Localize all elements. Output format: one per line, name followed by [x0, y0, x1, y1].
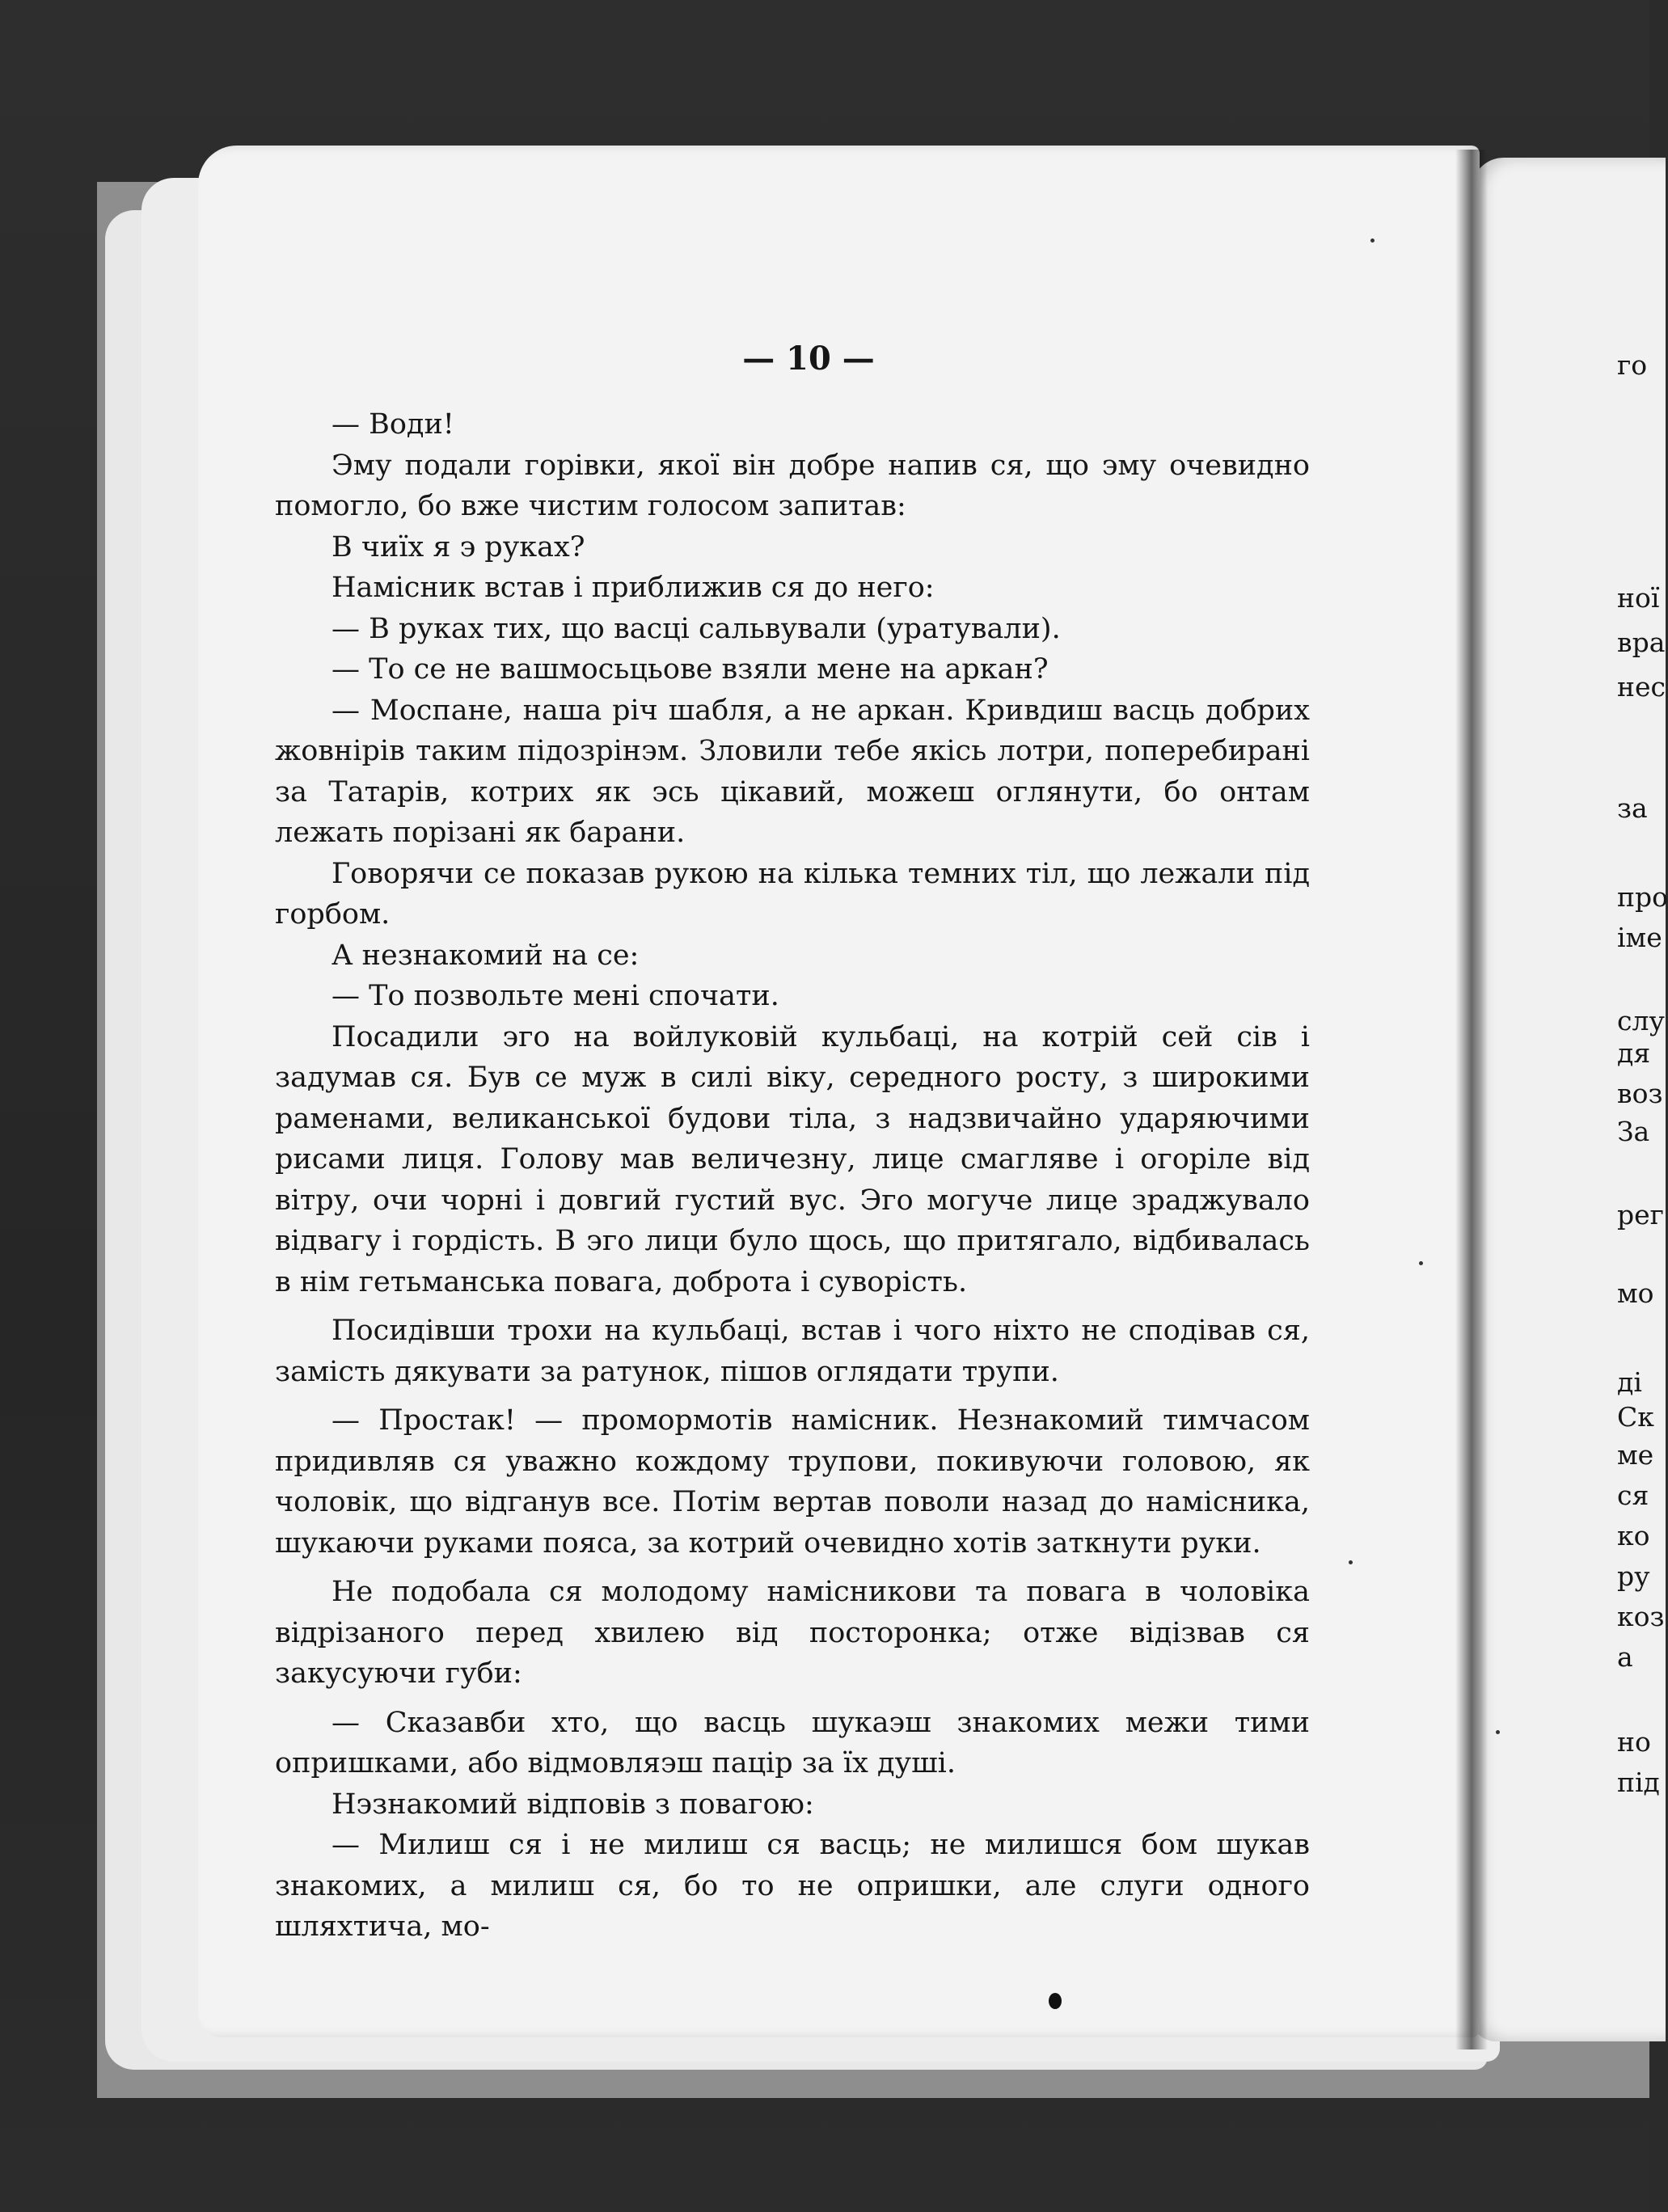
speck	[1419, 1261, 1423, 1265]
next-page-fragment: про	[1617, 881, 1668, 913]
paragraph: — Простак! — промормотів намісник. Незнакомий тимчасом придивляв ся уважно кождому трупови, покивуючи головою, як чоловік, що відганув все. Потім вертав поволи назад до намісника, шукаючи руками пояса, за котрий очевидно хотів заткнути руки.	[275, 1404, 1310, 1560]
next-page-fragment: нес	[1617, 671, 1666, 703]
book-gutter	[1455, 150, 1488, 2049]
speck	[1370, 239, 1375, 243]
next-page-fragment: ко	[1617, 1520, 1650, 1551]
paragraph: Говорячи се показав рукою на кілька темних тіл, що лежали під горбом.	[275, 857, 1310, 931]
next-page-fragment: під	[1617, 1767, 1660, 1798]
paragraph: Не подобала ся молодому намісникови та повага в чоловіка відрізаного перед хвилею від посторонка; отже відізвав ся закусуючи губи:	[275, 1576, 1310, 1690]
speck	[1496, 1730, 1500, 1734]
ink-blot	[1049, 1993, 1062, 2009]
paragraph: В чиїх я э руках?	[331, 530, 585, 564]
next-page-fragment: вра	[1617, 627, 1666, 658]
paragraph: — Моспане, наша річ шабля, а не аркан. Кривдиш васць добрих жовнірів таким підозрінэм. Зловили тебе якісь лотри, поперебирані за Татарів, котрих як эсь цікавий, можеш оглянути, бо онтам лежать порізані як барани.	[275, 694, 1310, 849]
next-page-fragment: ді	[1617, 1366, 1642, 1398]
next-page-fragment: ру	[1617, 1560, 1650, 1592]
paragraph: — То се не вашмосьцьове взяли мене на аркан?	[331, 653, 1049, 686]
paragraph: Эму подали горівки, якої він добре напив ся, що эму очевидно помогло, бо вже чистим голосом запитав:	[275, 449, 1310, 522]
paragraph: — Милиш ся і не милиш ся васць; не милишся бом шукав знакомих, а милиш ся, бо то не опришки, але слуги одного шляхтича, мо-	[275, 1829, 1310, 1943]
next-page-fragment: го	[1617, 349, 1648, 381]
next-page-fragment: слу	[1617, 1005, 1665, 1036]
next-page-fragment: мо	[1617, 1277, 1654, 1309]
next-page-fragment: ме	[1617, 1439, 1654, 1471]
next-page-fragment: ся	[1617, 1480, 1649, 1511]
page-number: — 10 —	[742, 340, 875, 378]
paragraph: Посидівши трохи на кульбаці, встав і чого ніхто не сподівав ся, замість дякувати за ратунок, пішов оглядати трупи.	[275, 1315, 1310, 1388]
paragraph: — То позвольте мені спочати.	[331, 980, 779, 1012]
next-page-fragment: ної	[1617, 582, 1660, 614]
speck	[1349, 1560, 1353, 1564]
page-text	[275, 404, 1310, 1948]
next-page-fragment: За	[1617, 1116, 1650, 1147]
next-page-fragment: Ск	[1617, 1401, 1654, 1433]
next-page-fragment: рег	[1617, 1199, 1664, 1231]
next-page-fragment: дя	[1617, 1037, 1651, 1069]
paragraph: Нэзнакомий відповів з повагою:	[331, 1788, 814, 1821]
next-page-fragment: за	[1617, 792, 1648, 824]
next-page-fragment: а	[1617, 1641, 1633, 1673]
paragraph: — В руках тих, що васці сальвували (уратували).	[331, 612, 1061, 645]
paragraph: Посадили эго на войлуковій кульбаці, на котрій сей сів і задумав ся. Був се муж в силі віку, середного росту, з широкими раменами, великанської будови тіла, з надзвичайно ударяючими рисами лиця. Голову мав величезну, лице смагляве і огоріле від вітру, очи чорні і довгий густий вус. Эго могуче лице зраджувало відвагу і гордість. В эго лици було щось, що притягало, відбивалась в нім гетьманська повага, доброта і суворість.	[275, 1020, 1310, 1298]
next-page-fragment: но	[1617, 1726, 1651, 1758]
paragraph: Намісник встав і приближив ся до него:	[331, 572, 935, 604]
paragraph: — Сказавби хто, що васць шукаэш знакомих межи тими опришками, або відмовляэш пацір за їх душі.	[275, 1706, 1310, 1779]
next-page-fragment: воз	[1617, 1078, 1663, 1109]
paragraph: А незнакомий на се:	[331, 939, 640, 972]
next-page-fragment: коз	[1617, 1601, 1665, 1632]
next-page-fragment: іме	[1617, 922, 1662, 953]
paragraph: — Води!	[331, 408, 454, 441]
